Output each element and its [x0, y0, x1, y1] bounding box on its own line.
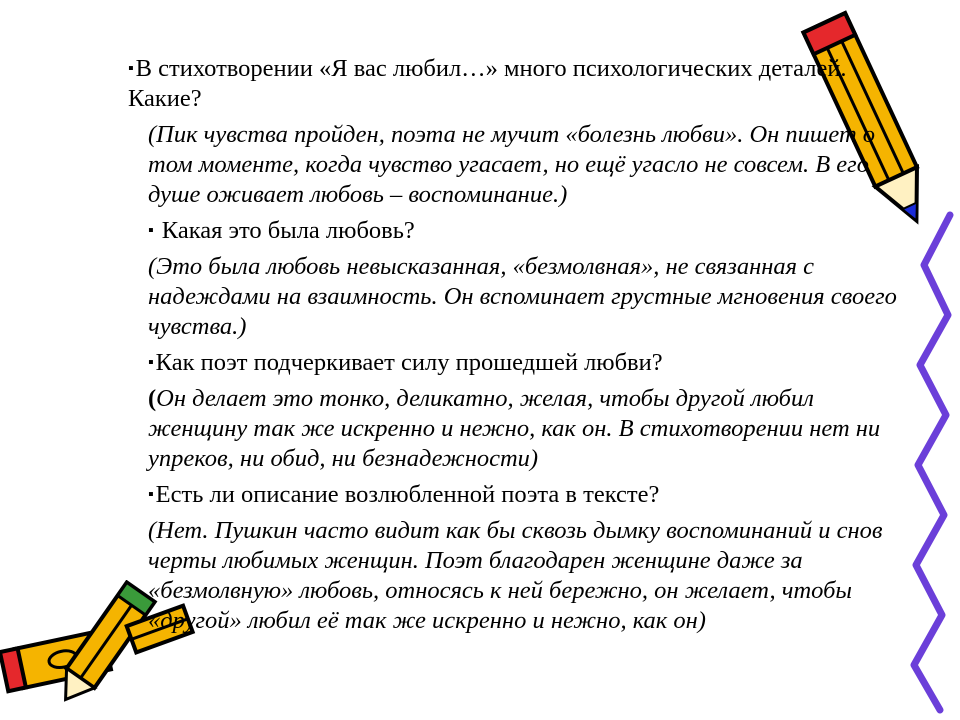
bullet-icon: ▪ — [148, 222, 154, 239]
answer-1: (Пик чувства пройден, поэта не мучит «болезнь любви». Он пишет о том моменте, когда чувство угасает, но ещё угасло не совсем. В его душе оживает любовь – воспоминание.) — [148, 121, 876, 208]
question-2 — [128, 216, 918, 246]
bullet-icon: ▪ — [148, 354, 154, 371]
answer-open-paren: ( — [148, 385, 157, 412]
qa-content — [128, 54, 918, 642]
question-text: В стихотворении «Я вас любил…» много психологических деталей. Какие? — [128, 55, 847, 112]
question-text: Как поэт подчеркивает силу прошедшей любви? — [155, 349, 663, 376]
question-4 — [128, 480, 918, 510]
bullet-icon: ▪ — [128, 60, 134, 77]
question-3 — [128, 348, 918, 378]
question-text: Какая это была любовь? — [155, 217, 415, 244]
answer-2: (Это была любовь невысказанная, «безмолвная», не связанная с надеждами на взаимность. Он вспоминает грустные мгновения своего чувства.) — [148, 253, 897, 340]
answer-4: (Нет. Пушкин часто видит как бы сквозь дымку воспоминаний и снов черты любимых женщин. Поэт благодарен женщине даже за «безмолвную» любовь, относясь к ней бережно, он желает, чтобы «другой» любил её так же искренно и нежно, как он) — [148, 517, 883, 634]
question-1 — [128, 54, 918, 114]
bullet-icon: ▪ — [148, 486, 154, 503]
question-text: Есть ли описание возлюбленной поэта в тексте? — [155, 481, 660, 508]
answer-3 — [148, 384, 918, 474]
answer-text: Он делает это тонко, деликатно, желая, чтобы другой любил женщину так же искренно и нежно, как он. В стихотворении нет ни упреков, ни обид, ни безнадежности) — [148, 385, 881, 472]
